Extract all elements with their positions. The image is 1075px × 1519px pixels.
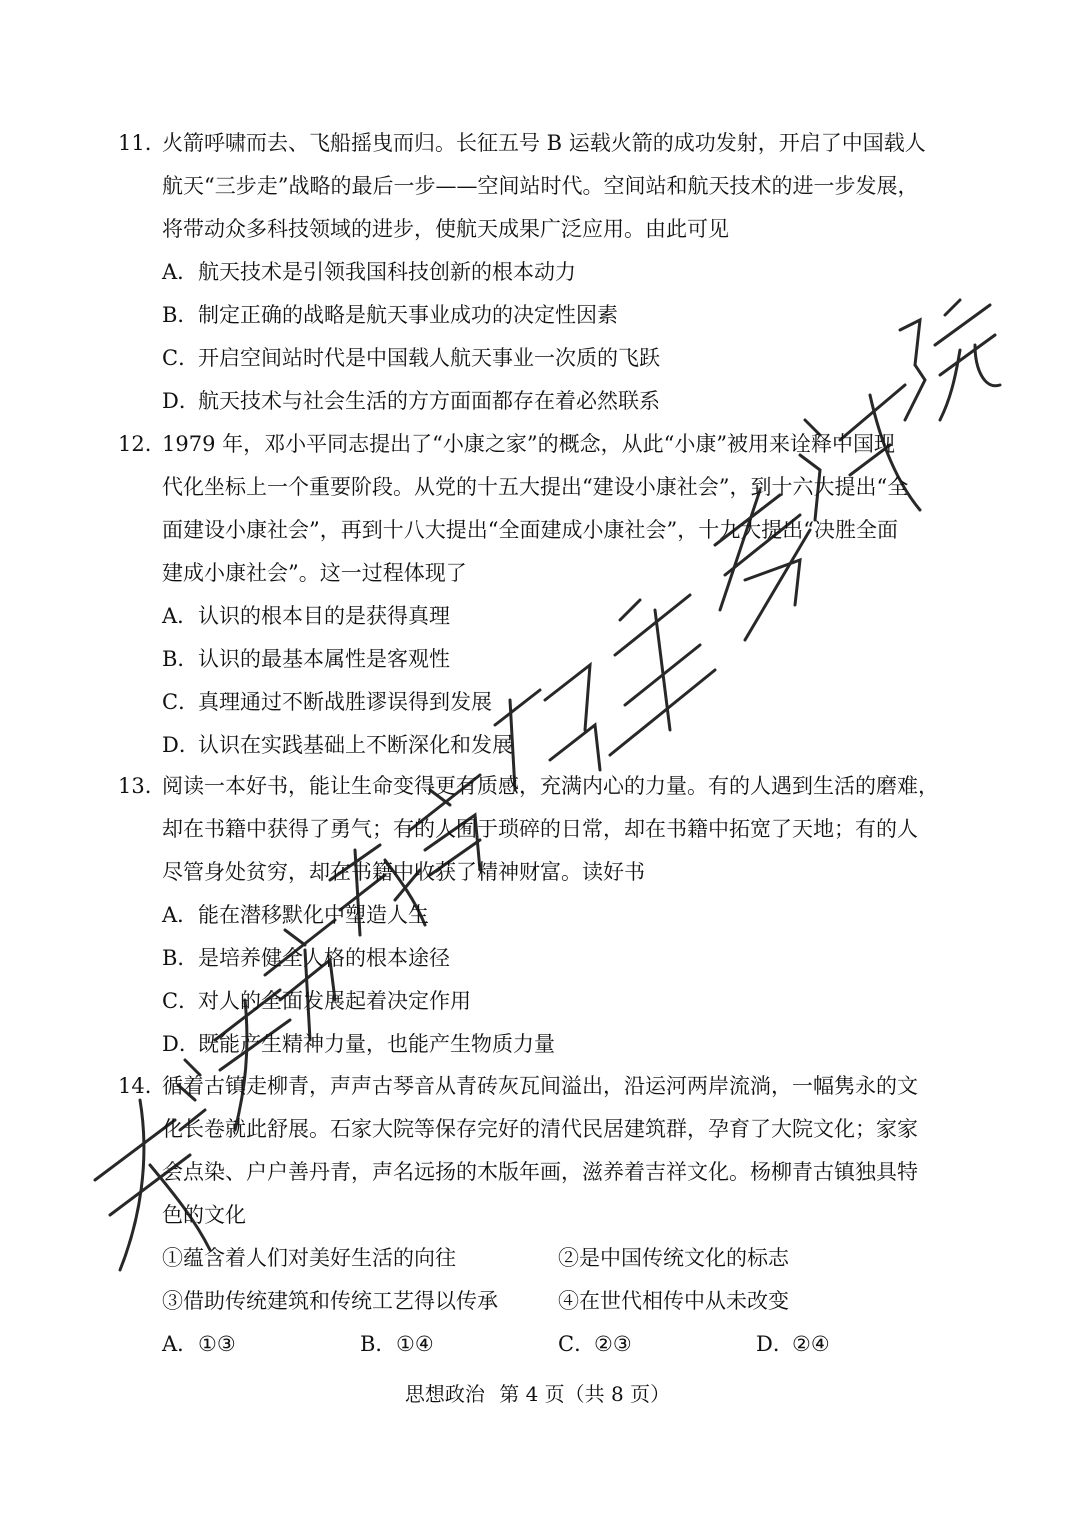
option-text: ②③ bbox=[594, 1332, 632, 1356]
option-text: ②④ bbox=[792, 1332, 830, 1356]
stem-line: 却在书籍中获得了勇气；有的人囿于琐碎的日常，却在书籍中拓宽了天地；有的人 bbox=[162, 817, 918, 841]
statement-row bbox=[118, 1237, 958, 1280]
option-text: ①④ bbox=[396, 1332, 434, 1356]
option-key: A． bbox=[162, 1332, 199, 1356]
option-c bbox=[118, 681, 958, 724]
option-key: B． bbox=[360, 1332, 397, 1356]
question-14 bbox=[118, 1065, 958, 1366]
option-key: A． bbox=[162, 260, 199, 284]
stem-line: 代化坐标上一个重要阶段。从党的十五大提出“建设小康社会”，到十六大提出“全 bbox=[162, 475, 909, 499]
stem-line: 将带动众多科技领域的进步，使航天成果广泛应用。由此可见 bbox=[162, 217, 729, 241]
option-b bbox=[118, 638, 958, 681]
option-key: B． bbox=[162, 303, 199, 327]
footer-subject: 思想政治 bbox=[404, 1382, 485, 1406]
stem-line: 面建设小康社会”，再到十八大提出“全面建成小康社会”，十九大提出“决胜全面 bbox=[162, 518, 898, 542]
stem-line: 循着古镇走柳青，声声古琴音从青砖灰瓦间溢出，沿运河两岸流淌，一幅隽永的文 bbox=[162, 1074, 918, 1098]
option-a bbox=[118, 894, 958, 937]
option-key: A． bbox=[162, 903, 199, 927]
question-stem bbox=[118, 423, 958, 595]
statement-4: ④在世代相传中从未改变 bbox=[558, 1289, 789, 1313]
option-c bbox=[118, 980, 958, 1023]
stem-line: 阅读一本好书，能让生命变得更有质感，充满内心的力量。有的人遇到生活的磨难， bbox=[162, 774, 939, 798]
option-text: 既能产生精神力量，也能产生物质力量 bbox=[198, 1032, 555, 1056]
choice-c bbox=[558, 1323, 756, 1366]
option-key: D． bbox=[162, 733, 200, 757]
choice-b bbox=[360, 1323, 558, 1366]
option-text: 航天技术是引领我国科技创新的根本动力 bbox=[198, 260, 576, 284]
question-number: 14. bbox=[118, 1074, 152, 1098]
stem-line: 建成小康社会”。这一过程体现了 bbox=[162, 561, 467, 585]
statement-row bbox=[118, 1280, 958, 1323]
option-c bbox=[118, 337, 958, 380]
option-key: C． bbox=[558, 1332, 596, 1356]
footer-page-number: 第 4 页（共 8 页） bbox=[499, 1382, 671, 1406]
question-12 bbox=[118, 423, 958, 767]
stem-line: 会点染、户户善丹青，声名远扬的木版年画，滋养着吉祥文化。杨柳青古镇独具特 bbox=[162, 1160, 918, 1184]
option-text: 对人的全面发展起着决定作用 bbox=[198, 989, 471, 1013]
page-footer bbox=[0, 1378, 1075, 1407]
option-d bbox=[118, 380, 958, 423]
option-key: A． bbox=[162, 604, 199, 628]
option-text: 制定正确的战略是航天事业成功的决定性因素 bbox=[198, 303, 618, 327]
question-number: 13. bbox=[118, 774, 152, 798]
option-text: 能在潜移默化中塑造人生 bbox=[198, 903, 429, 927]
watermark-text: 天津市教育招生考试院 bbox=[0, 0, 10, 1]
stem-line: 1979 年，邓小平同志提出了“小康之家”的概念，从此“小康”被用来诠释中国现 bbox=[162, 432, 896, 456]
option-b bbox=[118, 937, 958, 980]
stem-line: 化长卷就此舒展。石家大院等保存完好的清代民居建筑群，孕育了大院文化；家家 bbox=[162, 1117, 918, 1141]
option-a bbox=[118, 251, 958, 294]
option-key: C． bbox=[162, 690, 200, 714]
stem-line: 尽管身处贫穷，却在书籍中收获了精神财富。读好书 bbox=[162, 860, 645, 884]
option-text: 航天技术与社会生活的方方面面都存在着必然联系 bbox=[198, 389, 660, 413]
option-text: 开启空间站时代是中国载人航天事业一次质的飞跃 bbox=[198, 346, 660, 370]
option-d bbox=[118, 1023, 958, 1066]
option-key: C． bbox=[162, 346, 200, 370]
option-key: C． bbox=[162, 989, 200, 1013]
statement-3: ③借助传统建筑和传统工艺得以传承 bbox=[162, 1289, 498, 1313]
stem-line: 航天“三步走”战略的最后一步——空间站时代。空间站和航天技术的进一步发展， bbox=[162, 174, 919, 198]
option-key: B． bbox=[162, 647, 199, 671]
question-number: 12. bbox=[118, 432, 152, 456]
option-key: D． bbox=[756, 1332, 794, 1356]
statement-2: ②是中国传统文化的标志 bbox=[558, 1246, 789, 1270]
stem-line: 火箭呼啸而去、飞船摇曳而归。长征五号 B 运载火箭的成功发射，开启了中国载人 bbox=[162, 131, 926, 155]
question-13 bbox=[118, 765, 958, 1066]
option-text: 认识的根本目的是获得真理 bbox=[198, 604, 450, 628]
option-text: 认识在实践基础上不断深化和发展 bbox=[198, 733, 513, 757]
option-d bbox=[118, 724, 958, 767]
statement-1: ①蕴含着人们对美好生活的向往 bbox=[162, 1246, 456, 1270]
option-text: 是培养健全人格的根本途径 bbox=[198, 946, 450, 970]
option-key: D． bbox=[162, 1032, 200, 1056]
stem-line: 色的文化 bbox=[162, 1203, 246, 1227]
option-text: ①③ bbox=[198, 1332, 236, 1356]
question-stem bbox=[118, 122, 958, 251]
option-key: B． bbox=[162, 946, 199, 970]
option-text: 认识的最基本属性是客观性 bbox=[198, 647, 450, 671]
choice-a bbox=[162, 1323, 360, 1366]
question-11 bbox=[118, 122, 958, 423]
question-stem bbox=[118, 765, 958, 894]
option-a bbox=[118, 595, 958, 638]
choice-row bbox=[118, 1323, 958, 1366]
question-number: 11. bbox=[118, 131, 152, 155]
choice-d bbox=[756, 1323, 954, 1366]
option-text: 真理通过不断战胜谬误得到发展 bbox=[198, 690, 492, 714]
question-stem bbox=[118, 1065, 958, 1237]
option-key: D． bbox=[162, 389, 200, 413]
option-b bbox=[118, 294, 958, 337]
